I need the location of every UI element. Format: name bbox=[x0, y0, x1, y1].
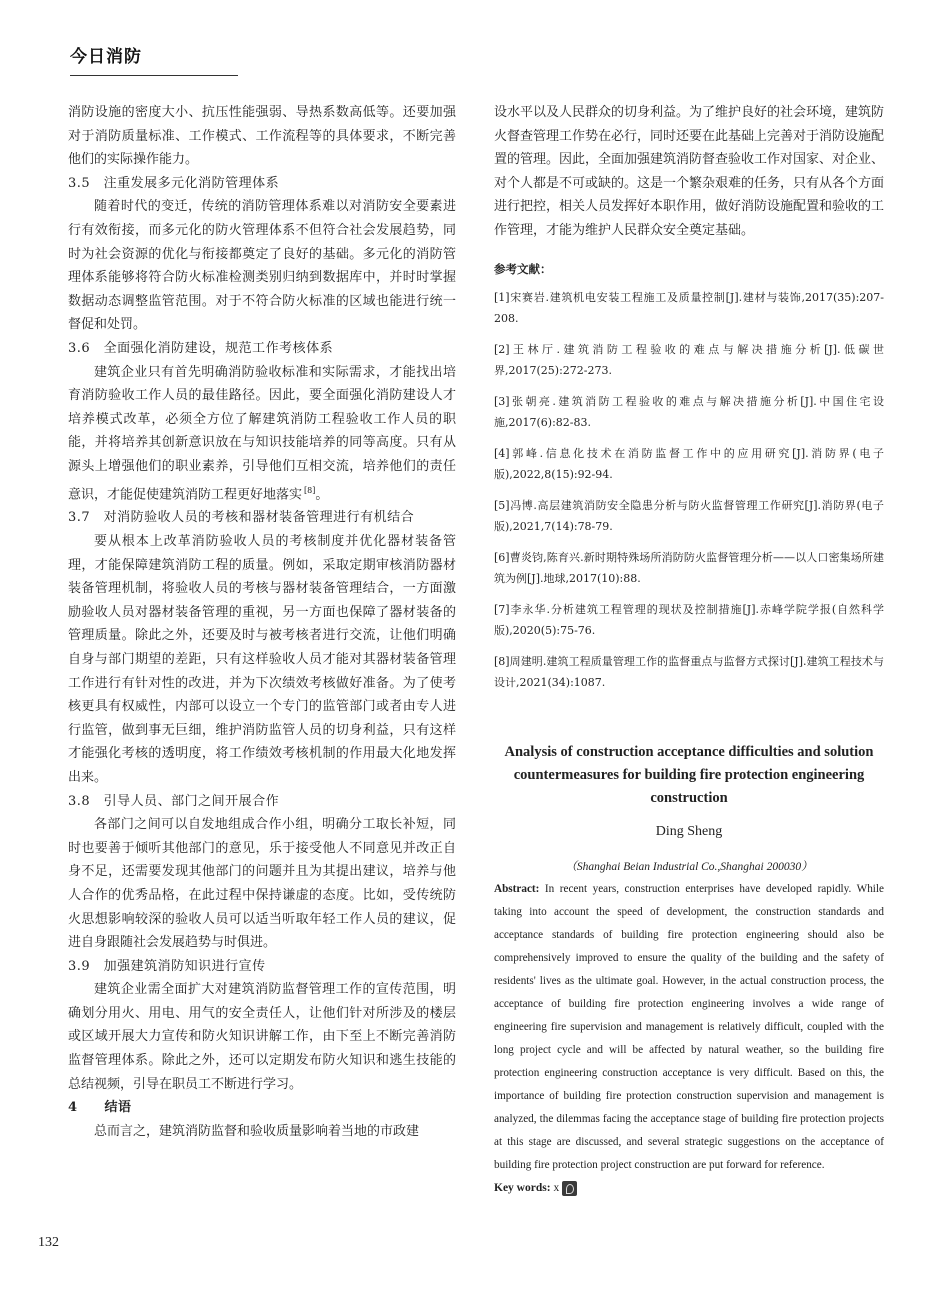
reference-item: [5]冯博.高层建筑消防安全隐患分析与防火监督管理工作研究[J].消防界(电子版),2021,7(14):78-79. bbox=[494, 498, 884, 533]
paragraph-4: 总而言之，建筑消防监督和验收质量影响着当地的市政建 bbox=[94, 1123, 420, 1139]
references-title: 参考文献： bbox=[494, 261, 552, 276]
section-heading-3-6: 3.6 全面强化消防建设，规范工作考核体系 bbox=[68, 340, 334, 356]
header-rule bbox=[70, 75, 238, 76]
keywords bbox=[494, 1181, 884, 1196]
paragraph-3-8: 各部门之间可以自发地组成合作小组，明确分工取长补短，同时也要善于倾听其他部门的意见，乐于接受他人不同意见并改正自身不足，还需要发现其他部门的问题并且为其提出建议，培养与他人合作的优秀品格，在此过程中保持谦虚的态度。比如，受传统防火思想影响较深的验收人员可以适当听取年轻工作人员的建议，促进自身跟随社会发展趋势与时俱进。 bbox=[68, 817, 456, 951]
journal-title: 今日消防 bbox=[70, 47, 142, 67]
abstract-text: In recent years, construction enterprises have developed rapidly. While taking into account the speed of development, the construction standards and acceptance standards of building fire protection engineering should also be comprehensively improved to ensure the quality of the building and the safety of residents' lives as the ultimate goal. However, in the actual construction process, the acceptance of building fire protection engineering involves a wide range of engineering fire supervision and management is relatively difficult, coupled with the long project cycle and will be affected by natural weather, so the building fire protection engineering construction acceptance is very difficult. Based on this, the importance of building fire protection construction supervision and management is analyzed, the dilemmas facing the acceptance stage of building fire protection projects at this stage are discussed, and several strategic suggestions on the acceptance of building fire protection project construction are put forward for reference. bbox=[494, 882, 884, 1171]
reference-item: [8]周建明.建筑工程质量管理工作的监督重点与监督方式探讨[J].建筑工程技术与设计,2021(34):1087. bbox=[494, 654, 884, 689]
english-affiliation: （Shanghai Beian Industrial Co.,Shanghai 200030） bbox=[565, 860, 813, 873]
section-heading-3-9: 3.9 加强建筑消防知识进行宣传 bbox=[68, 958, 266, 974]
english-abstract bbox=[494, 878, 884, 1177]
keywords-label: Key words: bbox=[494, 1182, 551, 1195]
reference-item: [4]郭峰.信息化技术在消防监督工作中的应用研究[J].消防界(电子版),2022,8(15):92-94. bbox=[494, 446, 884, 481]
paragraph-3-5: 随着时代的变迁，传统的消防管理体系难以对消防安全要素进行有效衔接，而多元化的防火管理体系不但符合社会发展趋势，同时为社会资源的优化与衔接都奠定了良好的基础。多元化的消防管理体系能够将符合防火标准检测类别归纳到数据库中，并时时掌握数据动态调整监管范围。对于不符合防火标准的区域也能进行统一督促和处罚。 bbox=[68, 199, 456, 333]
reference-item: [2]王林厅.建筑消防工程验收的难点与解决措施分析[J].低碳世界,2017(25):272-273. bbox=[494, 342, 884, 377]
english-title: Analysis of construction acceptance difficulties and solution countermeasures for building fire protection engineering construction bbox=[504, 743, 874, 806]
keywords-value: x bbox=[553, 1182, 560, 1195]
paragraph-3-7: 要从根本上改革消防验收人员的考核制度并优化器材装备管理，才能保障建筑消防工程的质量。例如，采取定期审核消防器材装备管理机制，将验收人员的考核与器材装备管理结合，一方面激励验收人员对器材装备管理的重视，另一方面也保障了器材装备的管理质量。除此之外，还要及时与被考核者进行交流，让他们明确自身与部门期望的差距，只有这样验收人员才能对其器材装备管理工作进行有针对性的改进，并为下次绩效考核做好准备。为了使考核更具有权威性，内部可以设立一个专门的监管部门或者由专人进行监管，做到事无巨细，维护消防监管人员的切身利益，只有这样才能强化考核的透明度，将工作绩效考核机制的作用最大化地发挥出来。 bbox=[68, 534, 456, 785]
reference-item: [6]曹炎钧,陈育兴.新时期特殊场所消防防火监督管理分析——以人口密集场所建筑为例[J].地球,2017(10):88. bbox=[494, 550, 884, 585]
citation-8: [8] bbox=[304, 485, 316, 495]
paragraph-3-9: 建筑企业需全面扩大对建筑消防监督管理工作的宣传范围，明确划分用火、用电、用气的安全责任人，让他们针对所涉及的楼层或区域开展大力宣传和防火知识讲解工作，由下至上不断完善消防监督管理体系。除此之外，还可以定期发布防火知识和逃生技能的总结视频，引导在职员工不断进行学习。 bbox=[68, 982, 456, 1092]
section-heading-4: 4 结语 bbox=[68, 1100, 132, 1116]
paragraph-3-6 bbox=[68, 361, 456, 507]
english-author: Ding Sheng bbox=[655, 823, 723, 839]
reference-item: [1]宋赛岩.建筑机电安装工程施工及质量控制[J].建材与装饰,2017(35):207-208. bbox=[494, 290, 884, 325]
paragraph-3-6-end: 。 bbox=[315, 486, 329, 502]
right-column bbox=[494, 101, 884, 1196]
abstract-label: Abstract: bbox=[494, 882, 540, 895]
journal-header bbox=[70, 42, 238, 76]
section-heading-3-8: 3.8 引导人员、部门之间开展合作 bbox=[68, 793, 280, 809]
paragraph-4-continued: 设水平以及人民群众的切身利益。为了维护良好的社会环境，建筑防火督查管理工作势在必行，同时还要在此基础上完善对于消防设施配置的管理。因此，全面加强建筑消防督查验收工作对国家、对企业、对个人都是不可或缺的。这是一个繁杂艰难的任务，只有从各个方面进行把控，相关人员发挥好本职作用，做好消防设施配置和验收的工作管理，才能为维护人民群众安全奠定基础。 bbox=[494, 105, 885, 238]
reference-item: [7]李永华.分析建筑工程管理的现状及控制措施[J].赤峰学院学报(自然科学版),2020(5):75-76. bbox=[494, 602, 884, 637]
left-column bbox=[68, 101, 456, 1143]
reference-item: [3]张朝亮.建筑消防工程验收的难点与解决措施分析[J].中国住宅设施,2017(6):82-83. bbox=[494, 394, 884, 429]
broken-image-icon bbox=[562, 1181, 577, 1196]
reference-list bbox=[494, 287, 884, 693]
paragraph-intro: 消防设施的密度大小、抗压性能强弱、导热系数高低等。还要加强对于消防质量标准、工作模式、工作流程等的具体要求，不断完善他们的实际操作能力。 bbox=[68, 105, 456, 168]
paragraph-3-6-text: 建筑企业只有首先明确消防验收标准和实际需求，才能找出培育消防验收工作人员的最佳路径。因此，要全面强化消防建设人才培养模式改革，必须全方位了解建筑消防工程验收工作人员的职能，并将培养其创新意识放在与知识技能培养的同等高度。只有从源头上增强他们的职业素养，引导他们互相交流，培养他们的责任意识，才能促使建筑消防工程更好地落实 bbox=[68, 364, 456, 502]
section-heading-3-7: 3.7 对消防验收人员的考核和器材装备管理进行有机结合 bbox=[68, 510, 415, 526]
section-heading-3-5: 3.5 注重发展多元化消防管理体系 bbox=[68, 175, 280, 191]
page-number: 132 bbox=[38, 1235, 59, 1250]
